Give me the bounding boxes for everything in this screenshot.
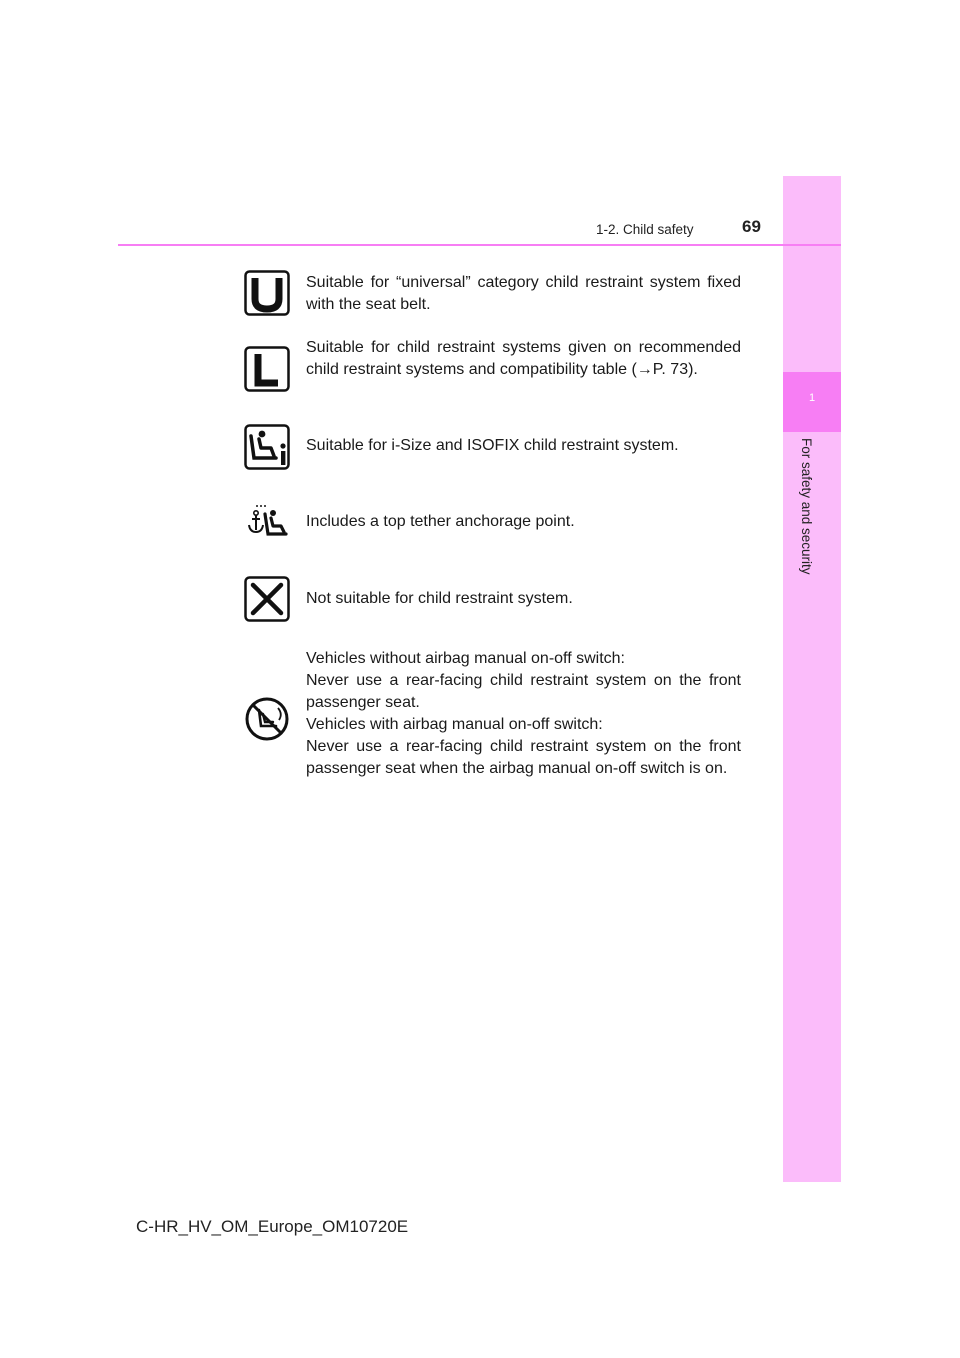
section-title: 1-2. Child safety — [596, 222, 694, 237]
top-tether-anchor-icon — [244, 500, 290, 546]
legend-text-universal: Suitable for “universal” category child restraint system fixed with the seat belt. — [306, 274, 741, 313]
chapter-title: For safety and security — [799, 438, 814, 575]
page-number: 69 — [742, 217, 761, 236]
legend-line-with-switch-warning: Never use a rear-facing child restraint system on the front passenger seat when the airbag manual on-off switch is on. — [306, 738, 741, 777]
chapter-number: 1 — [808, 392, 816, 404]
header-rule — [118, 244, 841, 246]
universal-u-icon — [244, 270, 290, 316]
legend-line-with-switch: Vehicles with airbag manual on-off switch: — [306, 716, 603, 733]
document-code: C-HR_HV_OM_Europe_OM10720E — [136, 1217, 409, 1236]
legend-text-not-suitable: Not suitable for child restraint system. — [306, 590, 573, 607]
legend-text-no-rear-facing — [306, 648, 741, 780]
legend-text-top-tether: Includes a top tether anchorage point. — [306, 513, 575, 530]
legend-line-without-switch: Vehicles without airbag manual on-off switch: — [306, 650, 625, 667]
legend-line-without-switch-warning: Never use a rear-facing child restraint system on the front passenger seat. — [306, 672, 741, 711]
isize-isofix-icon — [244, 424, 290, 470]
legend-text-limited: Suitable for child restraint systems given on recommended child restraint systems and compatibility table (→P. 73). — [306, 339, 741, 378]
legend-text-isize: Suitable for i-Size and ISOFIX child restraint system. — [306, 437, 679, 454]
chapter-side-tab — [783, 176, 841, 1182]
limited-l-icon — [244, 346, 290, 392]
not-suitable-x-icon — [244, 576, 290, 622]
no-rear-facing-icon — [244, 696, 290, 742]
